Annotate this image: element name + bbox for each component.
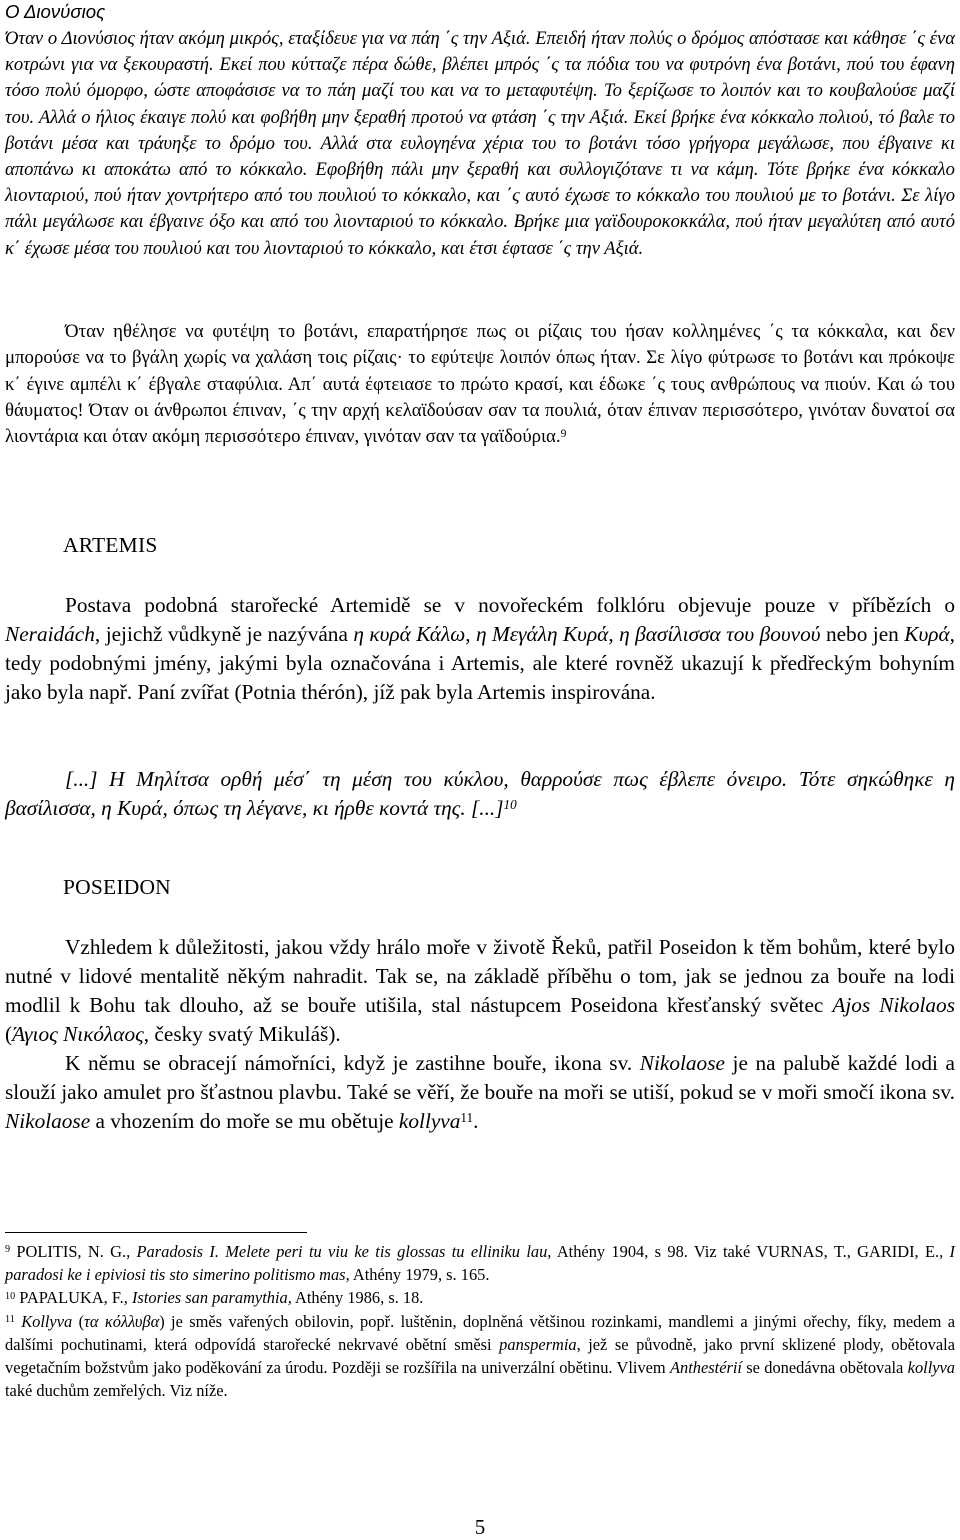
greek-text: Όταν ηθέλησε να φυτέψη το βοτάνι, επαρατήρησε πως οι ρίζαις του ήσαν κολλημένες ΄ς τα κόκκαλα, και δεν μπορούσε να το βγάλη χωρίς να χαλάση τοις ρίζαις· το εφύτεψε λοιπόν όπως ήταν. Σε λίγο φύτρωσε το βοτάνι και πρόκοψε κ΄ έγινε αμπέλι κ΄ έβγαλε σταφύλια. Απ΄ αυτά έφτειασε το πρώτο κρασί, και έδωκε ΄ς τους ανθρώπους να πιούν. Και ώ του θάυματος! Όταν οι άνθρωποι έπιναν, ΄ς την αρχή κελαϊδούσαν σαν τα πουλιά, όταν έπιναν περισσότερο, γινόταν δυνατοί σα λιοντάρια και όταν ακόμη περισσότερο έπιναν, γινόταν σαν τα γαϊδούρια. <box>5 321 955 448</box>
text-italic: Nikolaose <box>639 1051 725 1075</box>
footnote-ref[interactable]: 11 <box>460 1110 474 1126</box>
greek-paragraph-1 <box>5 26 955 262</box>
text-italic: , Paradosis I. Melete peri tu viu ke tis glossas tu elliniku lau <box>126 1242 548 1261</box>
text: nebo jen <box>820 622 905 646</box>
text: Vzhledem k důležitosti, jakou vždy hrálo moře v životě Řeků, patřil Poseidon k těm bohům, které bylo nutné v lidové mentalitě někým nahradit. Tak se, na základě příběhu o tom, jak se jednou za bouře na lodi modlil k Bohu tak dlouho, až se bouře utišila, stal nástupcem Poseidona křesťanský světec <box>5 935 955 1017</box>
greek-story <box>5 26 955 262</box>
text-italic: , I paradosi ke i epiviosi tis sto simerino politismo mas <box>5 1242 955 1285</box>
text-italic: Kollyva <box>21 1311 73 1331</box>
text-italic: Anthestérií <box>670 1358 742 1378</box>
text: a vhozením do moře se mu obětuje <box>90 1109 399 1133</box>
footnote-number: 11 <box>5 1314 15 1326</box>
text: , Athény 1904, s 98. Viz také VURNAS, T., GARIDI, E. <box>547 1242 940 1261</box>
greek-title: Ο Διονύσιος <box>5 1 106 22</box>
footnote-number: 9 <box>5 1244 11 1256</box>
greek-paragraph-2 <box>5 319 955 450</box>
text: , jejichž vůdkyně je nazývána <box>94 622 354 646</box>
text: ( <box>72 1311 85 1331</box>
text: PAPALUKA, F. <box>15 1288 124 1308</box>
text: také duchům zemřelých. Viz níže. <box>5 1381 228 1401</box>
text: , česky svatý Mikuláš). <box>143 1022 341 1046</box>
section-heading-poseidon: POSEIDON <box>63 875 171 899</box>
text: POLITIS, N. G. <box>10 1242 127 1261</box>
text-italic: panspermia <box>499 1334 577 1354</box>
footnotes <box>5 1240 955 1402</box>
text: , jež se původně, jako první sklizené plody, obětovala vegetačním božstvům jako poděkování za úrodu. Později se rozšířila na univerzální obětinu. Vlivem <box>5 1334 955 1378</box>
text: je na palubě každé lodi a slouží jako amulet pro šťastnou plavbu. Také se věří, že bouře na moři se utiší, pokud se v moři smočí ikona sv. <box>5 1051 955 1104</box>
text-italic: τα κόλλυβα <box>84 1311 160 1331</box>
footnote-11 <box>5 1310 955 1403</box>
text-italic: Ajos Nikolaos <box>832 993 955 1017</box>
artemis-quote <box>5 765 955 823</box>
text-italic: kollyva <box>907 1358 955 1378</box>
section-heading-artemis: ARTEMIS <box>63 533 158 557</box>
page-number: 5 <box>474 1515 486 1539</box>
footnote-ref[interactable]: 10 <box>503 797 517 813</box>
text-italic: kollyva <box>398 1109 461 1133</box>
text: . <box>473 1109 479 1133</box>
text: Athény 1986, s. 18. <box>291 1288 424 1308</box>
quote-text: [...] Η Μηλίτσα ορθή μέσ΄ τη μέση του κύκλου, θαρρούσε πως έβλεπε όνειρο. Τότε σηκώθηκε η βασίλισσα, η Κυρά, όπως τη λέγανε, κι ήρθε κοντά της. [...] <box>5 767 955 820</box>
footnote-separator <box>5 1232 307 1233</box>
text-italic: , Istories san paramythia, <box>123 1288 292 1308</box>
greek-text: Όταν ο Διονύσιος ήταν ακόμη μικρός, εταξίδευε για να πάη ΄ς την Αξιά. Επειδή ήταν πολύς ο δρόμος απόστασε και κάθησε ΄ς ένα κοτρώνι για να ξεκουραστή. Εκεί που κύτταζε πέρα δώθε, βλέπει μπρός ΄ς τα πόδια του να φυτρόνη ένα βοτάνι, πού του έφανη τόσο πολύ όμορφο, ώστε αποφάσισε να το πάη μαζί του και να το μεταφυτέψη. <box>5 28 955 102</box>
footnote-9 <box>5 1240 955 1286</box>
footnote-10 <box>5 1286 955 1309</box>
text-italic: η Μεγάλη Κυρά <box>476 622 609 646</box>
text-italic: Κυρά <box>904 622 950 646</box>
text: , <box>465 622 477 646</box>
text-italic: η κυρά Κάλω <box>353 622 466 646</box>
text: , Athény 1979, s. 165. <box>345 1265 490 1285</box>
text: ) je směs vařených obilovin, popř. luštěnin, doplněná většinou rozinkami, mandlemi a jinými ořechy, fíky, medem a dalšími pochutinami, která odpovídá starořecké nekrvavé obětní směsi <box>5 1311 955 1354</box>
text-italic: Άγιος Νικόλαος <box>12 1022 144 1046</box>
text-italic: η βασίλισσα του βουνού <box>619 622 821 646</box>
greek-text: Τότε βρήκε ένα κόκκαλο λιονταριού, πού ήταν χοντρήτερο από του πουλιού το κόκκαλο, και ΄ς αυτό έχωσε το κόκκαλο του πουλιού με το βοτάνι. Σε λίγο πάλι μεγάλωσε και έβγαινε όξο και από του λιονταριού το κόκκαλο. Βρήκε μια γαϊδουροκοκκάλα, πού ήταν μεγαλύτεη από αυτό κ΄ έχωσε μέσα του πουλιού και του λιονταριού το κόκκαλο, και έτσι έφτασε ΄ς την Αξιά. <box>5 159 955 259</box>
text: , <box>608 622 620 646</box>
footnote-number: 10 <box>5 1290 16 1302</box>
text: ( <box>5 1022 13 1046</box>
footnote-ref[interactable]: 9 <box>560 426 567 440</box>
poseidon-paragraph-1 <box>5 933 955 1136</box>
text-italic: Nikolaose <box>5 1109 91 1133</box>
artemis-paragraph <box>5 591 955 707</box>
greek-text: Το ξερίζωσε το λοιπόν και το κουβαλούσε μαζί του. Αλλά ο ήλιος έκαιγε πολύ και φοβήθη μην ξεραθή προτού να φτάση ΄ς την Αξιά. Εκεί βρήκε ένα κόκκαλο πολιού, τό βαλε το βοτάνι μέσα και τράυηξε το δρόμο του. Αλλά στα ευλογηένα χέρια του το βοτάνι τόσο γρήγορα μεγάλωσε, που έβγαινε κι αποπάνω κι αποκάτω από το κόκκαλο. Εφοβήθη πάλι μην ξεραθή και συλλογιζότανε τι να κάμη. <box>5 80 955 181</box>
text-italic: Neraidách <box>5 622 95 646</box>
text: K němu se obracejí námořníci, když je zastihne bouře, ikona sv. <box>65 1051 640 1075</box>
text: Postava podobná starořecké Artemidě se v novořeckém folklóru objevuje pouze v příbězích o <box>65 593 955 617</box>
text: se donedávna obětovala <box>741 1358 908 1378</box>
text: , tedy podobnými jmény, jakými byla označována i Artemis, ale které rovněž ukazují k předřeckým bohyním jako byla např. Paní zvířat (Potnia thérón), jíž pak byla Artemis inspirována. <box>5 622 955 704</box>
